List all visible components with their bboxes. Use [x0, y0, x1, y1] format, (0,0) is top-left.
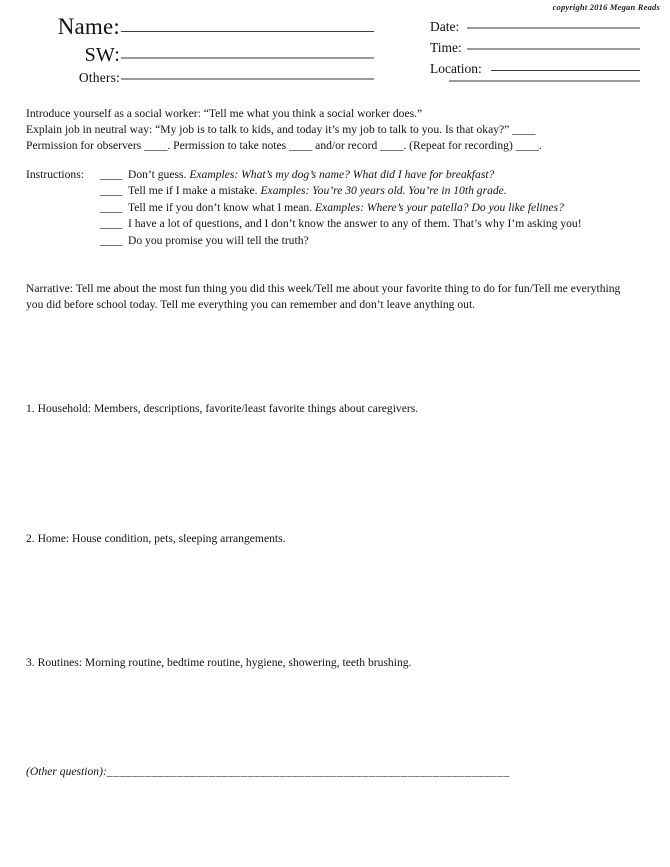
field-row-date[interactable] [430, 19, 640, 40]
instruction-text [128, 183, 507, 199]
instruction-statement: Do you promise you will tell the truth? [128, 233, 309, 247]
instruction-item-promise-truth [26, 233, 656, 249]
other-question-row[interactable] [26, 765, 510, 778]
copyright-notice: copyright 2016 Megan Reads [552, 2, 660, 12]
instruction-item-mistake [26, 183, 656, 199]
field-input-time[interactable] [467, 48, 640, 50]
field-input-location[interactable] [491, 70, 640, 72]
field-input-sw[interactable] [121, 57, 374, 59]
instruction-checkbox-blank[interactable]: ____ [100, 233, 122, 247]
instruction-example: Examples: You’re 30 years old. You’re in 10th grade. [260, 184, 507, 198]
header-right-column [430, 19, 640, 103]
narrative-label: Narrative: [26, 282, 73, 295]
field-rule-date [467, 27, 640, 29]
instruction-checkbox-blank[interactable]: ____ [100, 200, 122, 214]
field-row-sw[interactable] [14, 44, 374, 70]
field-row-extra[interactable] [430, 82, 640, 103]
intro-line-explain-job: Explain job in neutral way: “My job is to talk to kids, and today it’s my job to talk to you. Is that okay?” ____ [26, 123, 536, 137]
introduction-script [26, 106, 646, 155]
intro-line-introduce: Introduce yourself as a social worker: “Tell me what you think a social worker does.” [26, 107, 423, 120]
narrative-prompt [26, 281, 630, 314]
instruction-example: Examples: Where’s your patella? Do you like felines? [315, 200, 564, 214]
instruction-checkbox-blank[interactable]: ____ [100, 217, 122, 231]
header-left-column [14, 14, 374, 94]
instruction-text [128, 167, 494, 183]
field-label-location: Location: [430, 61, 482, 76]
field-row-location[interactable] [430, 61, 640, 82]
field-input-extra[interactable] [449, 80, 640, 82]
field-row-name[interactable] [14, 14, 374, 44]
instruction-statement: Don’t guess. [128, 168, 190, 181]
field-rule-location [491, 70, 640, 72]
question-item-household: 1. Household: Members, descriptions, favorite/least favorite things about caregivers. [26, 402, 419, 415]
field-label-others: Others: [78, 70, 120, 85]
field-row-time[interactable] [430, 40, 640, 61]
field-rule-time [467, 48, 640, 50]
instruction-item-dont-know [26, 200, 656, 216]
instruction-item-dont-guess [26, 167, 656, 183]
instruction-checkbox-blank[interactable]: ____ [100, 168, 122, 181]
instruction-statement: Tell me if you don’t know what I mean. [128, 200, 316, 214]
instruction-text [128, 216, 582, 232]
narrative-text: Tell me about the most fun thing you did this week/Tell me about your favorite thing to do for fun/Tell me everything you did before school today. Tell me everything you can remember and don’t leave anything out. [26, 282, 621, 312]
instruction-example: Examples: What’s my dog’s name? What did I have for breakfast? [189, 168, 495, 181]
other-question-label: (Other question): [26, 765, 107, 778]
field-label-date: Date: [430, 19, 460, 34]
intro-line-permissions: Permission for observers ____. Permission to take notes ____ and/or record ____. (Repeat for recording) ____. [26, 139, 542, 153]
question-item-home: 2. Home: House condition, pets, sleeping arrangements. [26, 532, 286, 545]
field-input-date[interactable] [467, 27, 640, 29]
field-rule-extra [449, 80, 640, 82]
instruction-text [128, 233, 309, 249]
field-rule-others [121, 78, 374, 80]
other-question-input[interactable]: _______________________________________________________________ [106, 765, 510, 778]
field-label-time: Time: [430, 40, 462, 55]
field-input-others[interactable] [121, 78, 374, 80]
instruction-item-many-questions [26, 216, 656, 232]
instruction-text [128, 200, 564, 216]
instruction-checkbox-blank[interactable]: ____ [100, 184, 122, 198]
instruction-statement: I have a lot of questions, and I don’t know the answer to any of them. That’s why I’m asking you! [128, 217, 582, 231]
instructions-label: Instructions: [26, 168, 84, 181]
field-label-sw: SW: [84, 44, 120, 66]
instructions-block [26, 167, 656, 249]
field-label-name: Name: [57, 14, 120, 39]
field-rule-sw [121, 57, 374, 59]
field-input-name[interactable] [121, 31, 374, 33]
field-row-others[interactable] [14, 70, 374, 94]
header-fields [0, 14, 670, 100]
field-rule-name [121, 31, 374, 33]
instruction-statement: Tell me if I make a mistake. [128, 184, 261, 198]
question-item-routines: 3. Routines: Morning routine, bedtime routine, hygiene, showering, teeth brushing. [26, 656, 412, 669]
